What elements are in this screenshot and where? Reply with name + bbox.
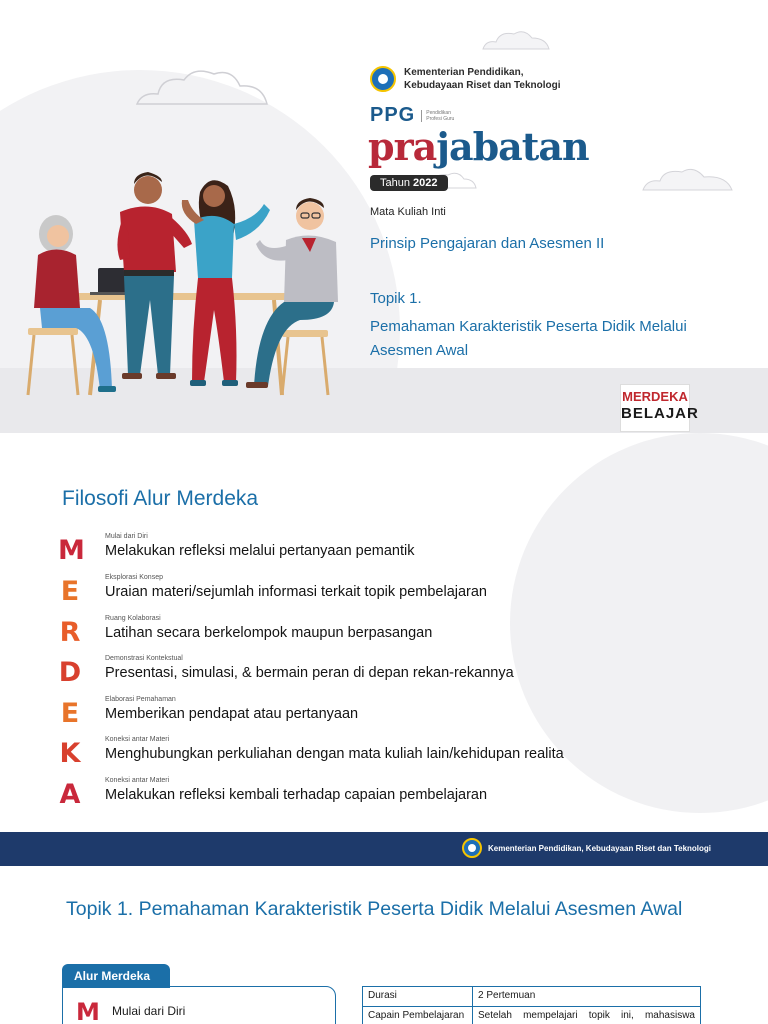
alur-merdeka-box [62, 986, 336, 1024]
merdeka-letter-m: M [58, 535, 85, 566]
alur-first-item: Mulai dari Diri [112, 1004, 186, 1018]
ministry-name: Kementerian Pendidikan, Kebudayaan Riset dan Teknologi [404, 67, 561, 91]
alur-item-description: Latihan secara berkelompok maupun berpasangan [105, 625, 433, 641]
alur-item-description: Melakukan refleksi kembali terhadap capaian pembelajaran [105, 787, 488, 803]
tut-wuri-emblem-icon [462, 838, 482, 858]
footer-ministry-name: Kementerian Pendidikan, Kebudayaan Riset dan Teknologi [488, 843, 712, 853]
alur-item-description: Menghubungkan perkuliahan dengan mata kuliah lain/kehidupan realita [105, 746, 564, 762]
cloud-icon [640, 165, 735, 193]
program-wordmark: prajabatan [368, 124, 589, 169]
filosofi-slide [0, 433, 768, 866]
ppg-label: PPG [370, 104, 416, 126]
merdeka-letter-e: E [60, 576, 80, 607]
table-value: Setelah mempelajari topik ini, mahasiswa [473, 1007, 701, 1024]
cloud-icon [480, 28, 552, 52]
table-key: Capain Pembelajaran [363, 1007, 473, 1024]
alur-merdeka-tab[interactable]: Alur Merdeka [62, 964, 170, 988]
alur-item-description: Uraian materi/sejumlah informasi terkait topik pembelajaran [105, 584, 487, 600]
alur-item-description: Melakukan refleksi melalui pertanyaan pemantik [105, 543, 415, 559]
course-info-table [362, 986, 701, 1024]
course-title: Prinsip Pengajaran dan Asesmen II [370, 235, 605, 252]
tut-wuri-emblem-icon [370, 66, 396, 92]
year-badge: Tahun 2022 [370, 175, 448, 191]
team-discussion-illustration [20, 160, 350, 410]
table-value: 2 Pertemuan [473, 987, 701, 1007]
topic-title: Pemahaman Karakteristik Peserta Didik Melalui Asesmen Awal [370, 318, 687, 359]
merdeka-letter-k: K [59, 738, 81, 769]
course-type: Mata Kuliah Inti [370, 206, 446, 218]
footer-ministry [462, 838, 711, 858]
merdeka-letter-r: R [59, 617, 81, 648]
topic-number: Topik 1. [370, 290, 422, 307]
ministry-header [370, 66, 561, 92]
slide-title: Filosofi Alur Merdeka [62, 487, 259, 510]
alur-item-stage: Koneksi antar Materi [105, 736, 170, 743]
merdeka-letter-e: E [60, 698, 80, 729]
table-row [363, 987, 701, 1007]
merdeka-letter-a: A [59, 779, 81, 810]
ppg-subtitle: Pendidikan Profesi Guru [421, 110, 461, 122]
merdeka-letter-m: M [76, 998, 100, 1024]
alur-item-stage: Koneksi antar Materi [105, 777, 170, 784]
cloud-icon [132, 66, 272, 108]
alur-item-stage: Demonstrasi Kontekstual [105, 655, 183, 662]
alur-item-stage: Ruang Kolaborasi [105, 615, 161, 622]
table-row [363, 1007, 701, 1024]
alur-item-description: Memberikan pendapat atau pertanyaan [105, 706, 359, 722]
topic-slide [0, 866, 768, 1024]
alur-item-stage: Elaborasi Pemahaman [105, 696, 176, 703]
cover-slide [0, 0, 768, 433]
table-key: Durasi [363, 987, 473, 1007]
merdeka-belajar-logo: MERDEKA BELAJAR [620, 384, 690, 432]
merdeka-letter-d: D [58, 657, 82, 688]
alur-item-description: Presentasi, simulasi, & bermain peran di depan rekan-rekannya [105, 665, 514, 681]
alur-item-stage: Mulai dari Diri [105, 533, 148, 540]
topic-slide-title: Topik 1. Pemahaman Karakteristik Peserta Didik Melalui Asesmen Awal [66, 898, 683, 920]
alur-item-stage: Eksplorasi Konsep [105, 574, 163, 581]
